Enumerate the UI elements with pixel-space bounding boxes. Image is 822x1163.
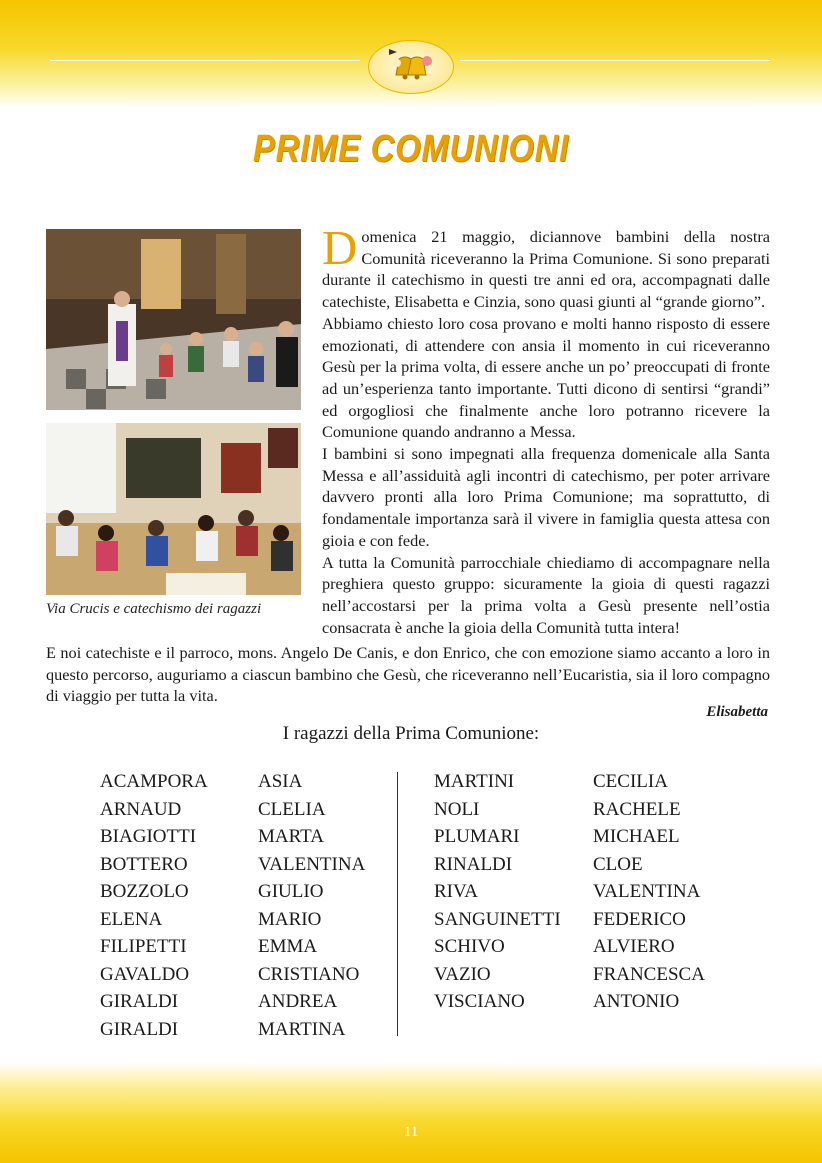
drop-cap: D bbox=[322, 220, 358, 275]
name-item: PLUMARI bbox=[434, 826, 520, 847]
name-item: ALVIERO bbox=[593, 936, 675, 957]
header-rule-right bbox=[460, 60, 770, 61]
name-item: CLOE bbox=[593, 853, 643, 875]
article-paragraph: Abbiamo chiesto loro cosa provano e molti hanno risposto di essere emozionati, di attendere con ansia il momento in cui riceveranno Gesù per la prima volta, di essere anche un po’ preoccupati di fronte ad un’esperienza tanto importante. Tutti dicono di sentirsi “grandi” ed orgogliosi che finalmente anche loro potranno ricevere la Comunione quando andranno a Messa. bbox=[322, 313, 770, 442]
article-closing-paragraph: E noi catechiste e il parroco, mons. Angelo De Canis, e don Enrico, che con emozione siamo accanto a loro in questo percorso, auguriamo a ciascun bambino che Gesù, che riceveranno nell’Eucaristia, sia il loro compagno di viaggio per tutta la vita. bbox=[46, 643, 770, 706]
names-column-1 bbox=[100, 768, 208, 1043]
name-item: RINALDI bbox=[434, 853, 513, 875]
name-item: VISCIANO bbox=[434, 991, 525, 1012]
name-item: BIAGIOTTI bbox=[100, 826, 197, 847]
name-item: MARTINA bbox=[258, 1018, 346, 1040]
name-item: SCHIVO bbox=[434, 936, 505, 957]
article-paragraph bbox=[322, 220, 770, 313]
name-item: ARNAUD bbox=[100, 798, 182, 820]
name-item: GIRALDI bbox=[100, 1018, 179, 1040]
signature: Elisabetta bbox=[706, 704, 768, 720]
name-item: ANTONIO bbox=[593, 991, 680, 1012]
catechism-classroom-photo bbox=[46, 423, 301, 595]
names-column-2 bbox=[258, 768, 365, 1043]
via-crucis-photo bbox=[46, 229, 301, 410]
column-divider bbox=[397, 772, 398, 1036]
name-item: VALENTINA bbox=[593, 881, 701, 902]
name-item: CLELIA bbox=[258, 798, 326, 820]
footer-band bbox=[0, 1062, 822, 1163]
page-number: 11 bbox=[403, 1124, 419, 1140]
name-item: RACHELE bbox=[593, 798, 681, 820]
name-item: ASIA bbox=[258, 771, 303, 792]
name-item: FILIPETTI bbox=[100, 936, 187, 957]
photo-caption: Via Crucis e catechismo dei ragazzi bbox=[46, 601, 262, 617]
names-column-3 bbox=[434, 768, 561, 1016]
names-heading: I ragazzi della Prima Comunione: bbox=[282, 723, 540, 744]
name-item: BOTTERO bbox=[100, 853, 188, 875]
name-item: GIULIO bbox=[258, 881, 324, 902]
name-item: SANGUINETTI bbox=[434, 908, 561, 930]
name-item: CECILIA bbox=[593, 771, 668, 792]
page-title: PRIME COMUNIONI bbox=[252, 128, 570, 170]
name-item: VAZIO bbox=[434, 963, 491, 985]
name-item: GAVALDO bbox=[100, 963, 190, 985]
name-item: MICHAEL bbox=[593, 826, 680, 847]
name-item: ANDREA bbox=[258, 991, 338, 1012]
name-item: FRANCESCA bbox=[593, 963, 705, 985]
name-item: GIRALDI bbox=[100, 991, 179, 1012]
name-item: MARIO bbox=[258, 908, 322, 930]
name-item: CRISTIANO bbox=[258, 963, 360, 985]
name-item: MARTA bbox=[258, 826, 324, 847]
name-item: VALENTINA bbox=[258, 853, 366, 875]
article-paragraph: I bambini si sono impegnati alla frequenza domenicale alla Santa Messa e all’assiduità agli incontri di catechismo, per poter arrivare davvero pronti alla loro Prima Comunione; ma soprattutto, di fondamentale importanza sarà il vivere in famiglia questa attesa con gioia e con fede. bbox=[322, 444, 770, 550]
name-item: ELENA bbox=[100, 908, 163, 930]
name-item: MARTINI bbox=[434, 771, 515, 792]
header-rule-left bbox=[50, 60, 360, 61]
name-item: FEDERICO bbox=[593, 908, 686, 930]
bells-logo-icon bbox=[368, 40, 454, 94]
name-item: RIVA bbox=[434, 881, 478, 902]
name-item: BOZZOLO bbox=[100, 881, 189, 902]
name-item: NOLI bbox=[434, 798, 480, 820]
names-column-4 bbox=[593, 768, 705, 1016]
name-item: EMMA bbox=[258, 936, 318, 957]
name-item: ACAMPORA bbox=[100, 771, 208, 792]
paragraph-text: omenica 21 maggio, diciannove bambini della nostra Comunità riceveranno la Prima Comunione. Si sono preparati durante il catechismo in questi tre anni ed ora, accompagnati dalle catechiste, Elisabetta e Cinzia, sono quasi giunti al “grande giorno”. bbox=[322, 227, 770, 312]
article-paragraph: A tutta la Comunità parrocchiale chiediamo di accompagnare nella preghiera questo gruppo: sicuramente la gioia di questi ragazzi nell’accostarsi per la prima volta a Gesù presente nell’ostia consacrata è anche la gioia della Comunità tutta intera! bbox=[322, 552, 770, 637]
article-body bbox=[322, 220, 770, 638]
